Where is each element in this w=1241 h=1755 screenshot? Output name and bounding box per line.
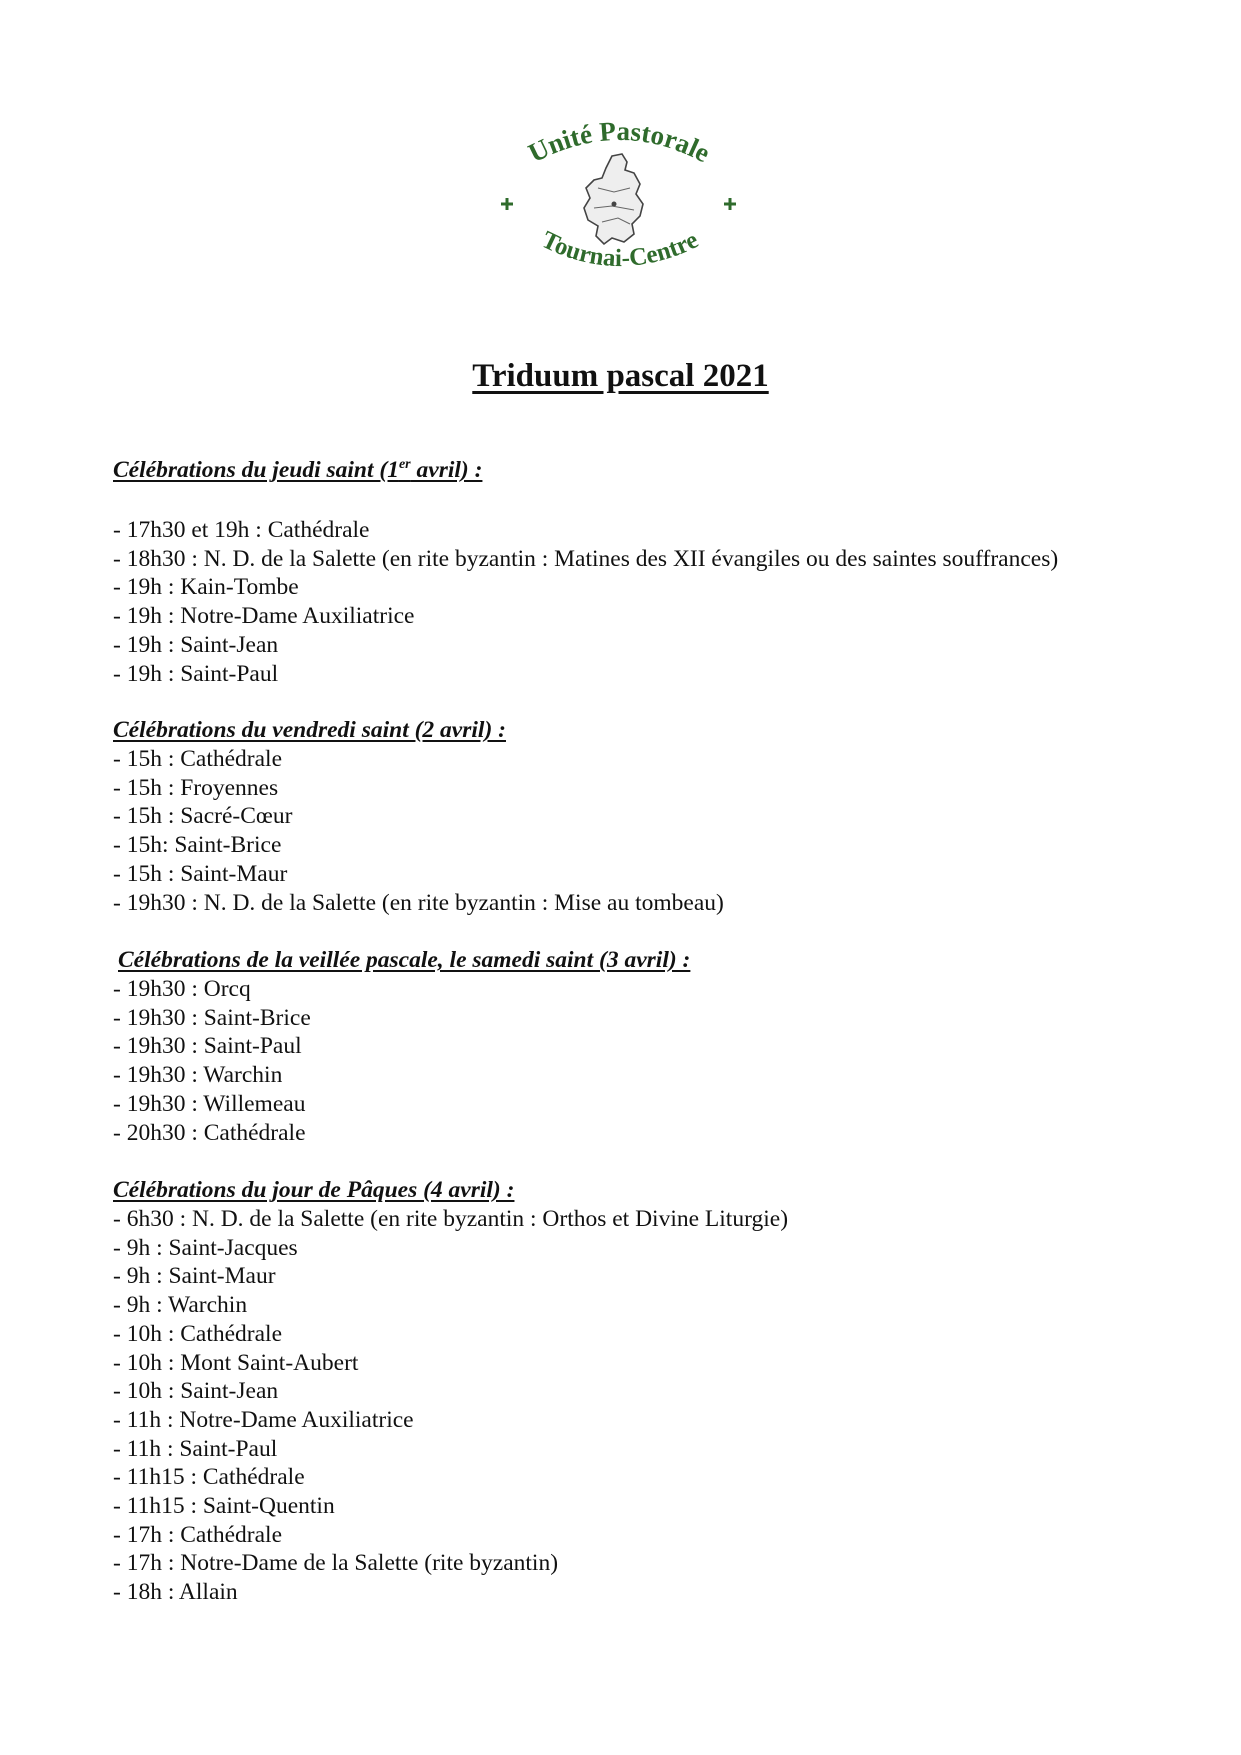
logo-bottom-textpath: Tournai-Centre	[537, 226, 703, 273]
list-item: - 15h : Saint-Maur	[113, 860, 288, 887]
list-item: - 11h : Saint-Paul	[113, 1435, 278, 1462]
list-item: - 19h : Saint-Jean	[113, 631, 279, 658]
heading-superscript: er	[398, 457, 411, 473]
map-icon	[584, 154, 643, 244]
logo-top-textpath: Unité Pastorale	[523, 118, 715, 169]
list-jeudi-saint	[113, 516, 1058, 688]
list-item: - 19h30 : Warchin	[113, 1062, 283, 1089]
section-heading-jour-de-paques: Célébrations du jour de Pâques (4 avril) :	[113, 1177, 515, 1203]
list-item: - 19h30 : Saint-Brice	[113, 1004, 311, 1031]
unite-pastorale-logo	[494, 118, 746, 290]
list-item: - 9h : Warchin	[113, 1292, 248, 1319]
list-item: - 17h : Cathédrale	[113, 1521, 283, 1548]
list-item: - 9h : Saint-Maur	[113, 1263, 276, 1290]
list-item: - 17h : Notre-Dame de la Salette (rite byzantin)	[113, 1550, 559, 1577]
list-item: - 19h30 : Saint-Paul	[113, 1033, 302, 1060]
list-item: - 19h : Notre-Dame Auxiliatrice	[113, 603, 415, 630]
list-item: - 15h: Saint-Brice	[113, 832, 282, 859]
list-jour-de-paques	[113, 1205, 788, 1607]
list-item: - 18h30 : N. D. de la Salette (en rite byzantin : Matines des XII évangiles ou des saintes souffrances)	[113, 545, 1059, 572]
list-item: - 19h30 : Willemeau	[113, 1090, 306, 1117]
heading-text-end: avril) :	[410, 457, 483, 483]
cross-left-icon	[501, 198, 513, 210]
list-item: - 10h : Mont Saint-Aubert	[113, 1349, 359, 1376]
list-item: - 20h30 : Cathédrale	[113, 1119, 306, 1146]
list-item: - 19h30 : N. D. de la Salette (en rite byzantin : Mise au tombeau)	[113, 889, 724, 916]
list-item: - 11h15 : Cathédrale	[113, 1464, 305, 1491]
document-title: Triduum pascal 2021	[472, 358, 769, 394]
section-heading-jeudi-saint	[113, 456, 482, 484]
list-item: - 11h15 : Saint-Quentin	[113, 1493, 335, 1520]
list-item: - 6h30 : N. D. de la Salette (en rite byzantin : Orthos et Divine Liturgie)	[113, 1206, 789, 1232]
list-item: - 17h30 et 19h : Cathédrale	[113, 517, 370, 543]
list-item: - 19h : Saint-Paul	[113, 660, 279, 687]
list-vendredi-saint	[113, 745, 724, 917]
cross-right-icon	[724, 198, 736, 210]
heading-text: Célébrations du jeudi saint (1	[113, 457, 399, 483]
list-item: - 10h : Cathédrale	[113, 1320, 283, 1347]
list-veillee-pascale	[113, 975, 311, 1147]
list-item: - 9h : Saint-Jacques	[113, 1234, 298, 1261]
list-item: - 18h : Allain	[113, 1579, 238, 1606]
list-item: - 19h : Kain-Tombe	[113, 574, 299, 601]
list-item: - 15h : Froyennes	[113, 774, 279, 801]
section-heading-veillee-pascale: Célébrations de la veillée pascale, le samedi saint (3 avril) :	[118, 947, 691, 973]
list-item: - 19h30 : Orcq	[113, 976, 251, 1002]
list-item: - 15h : Sacré-Cœur	[113, 803, 293, 830]
list-item: - 15h : Cathédrale	[113, 746, 283, 772]
section-heading-vendredi-saint: Célébrations du vendredi saint (2 avril) :	[113, 717, 506, 743]
list-item: - 11h : Notre-Dame Auxiliatrice	[113, 1406, 414, 1433]
list-item: - 10h : Saint-Jean	[113, 1378, 279, 1405]
logo-graphic	[494, 118, 746, 290]
